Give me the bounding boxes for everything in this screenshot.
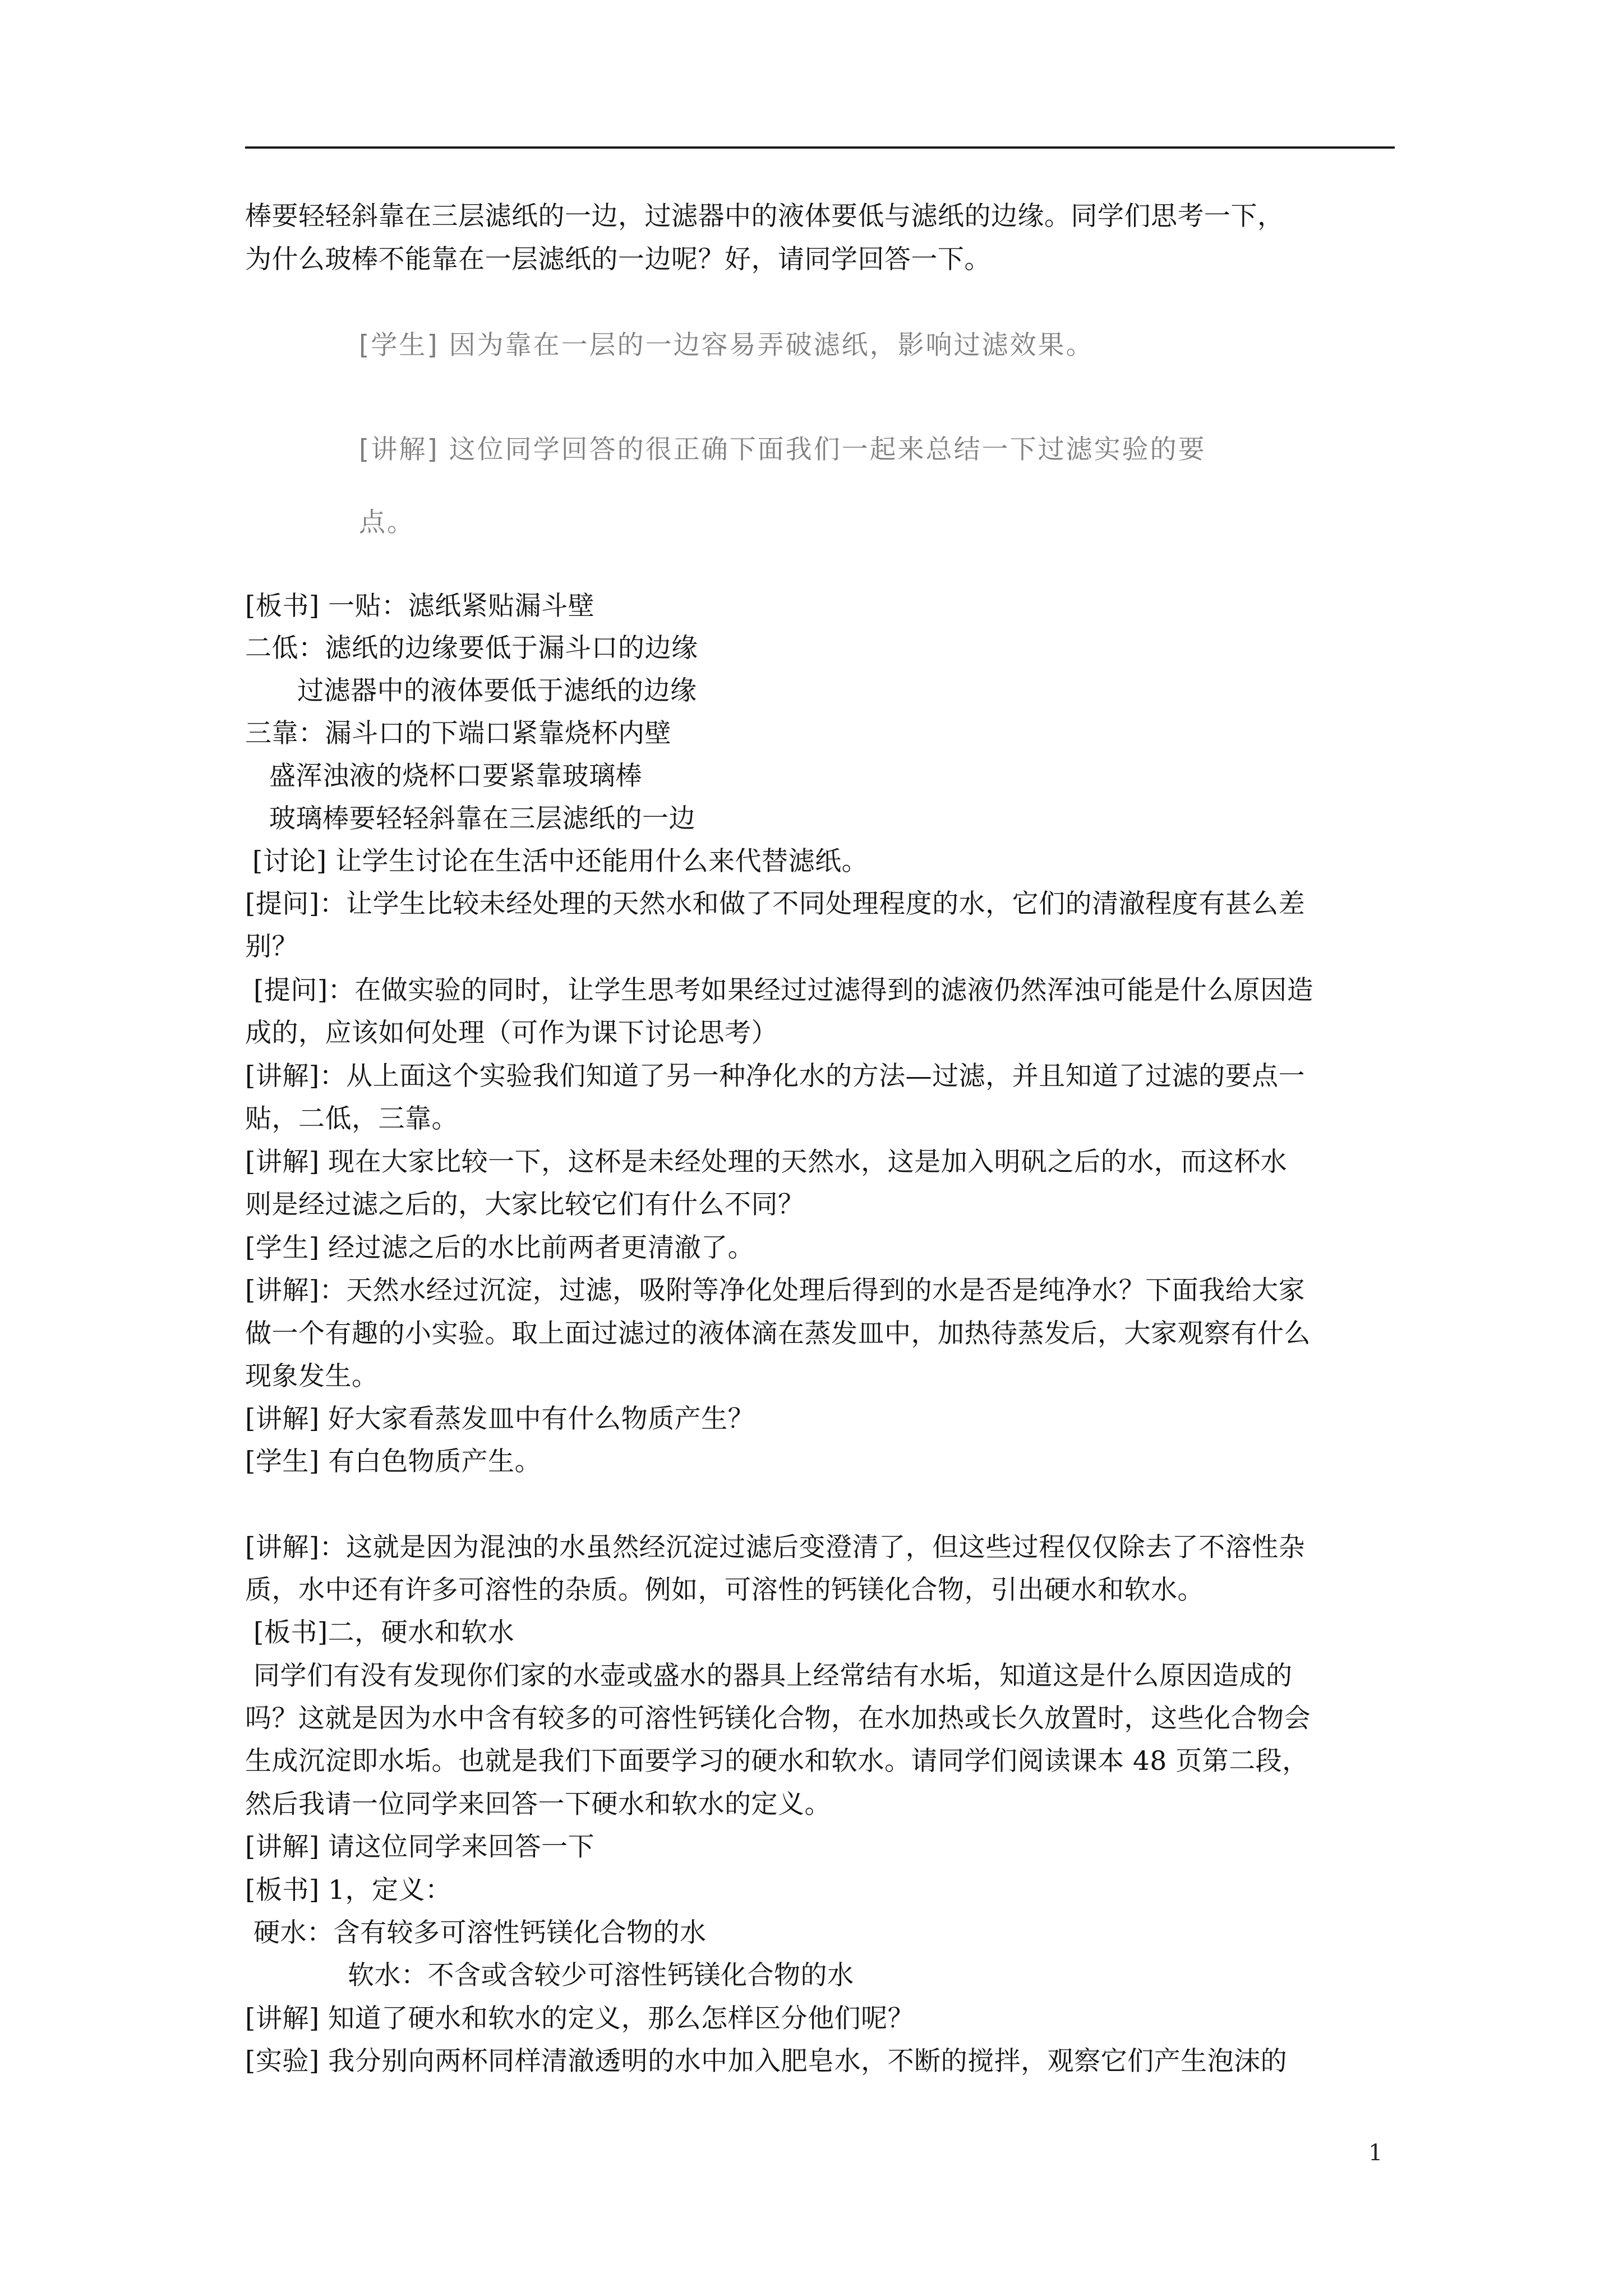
explain-4-line: [讲解] 好大家看蒸发皿中有什么物质产生？ [245,1404,755,1434]
scanned-explain-line-1: [讲解] 这位同学回答的很正确下面我们一起来总结一下过滤实验的要 [359,434,1206,465]
board-definition-heading: [板书] 1，定义： [245,1875,452,1906]
question-1-line-1: [提问]：让学生比较未经处理的天然水和做了不同处理程度的水，它们的清澈程度有甚么差 [245,889,1306,919]
explain-3-line-3: 现象发生。 [245,1361,379,1392]
definition-soft-water: 软水：不含或含较少可溶性钙镁化合物的水 [348,1960,854,1991]
intro-line-1: 棒要轻轻斜靠在三层滤纸的一边，过滤器中的液体要低与滤纸的边缘。同学们思考一下， [245,201,1284,232]
board-line-4: 三靠：漏斗口的下端口紧靠烧杯内壁 [245,718,671,749]
explain-3-line-2: 做一个有趣的小实验。取上面过滤过的液体滴在蒸发皿中，加热待蒸发后，大家观察有什么 [245,1318,1311,1349]
explain-5-line-2: 质，水中还有许多可溶性的杂质。例如，可溶性的钙镁化合物，引出硬水和软水。 [245,1575,1204,1605]
question-2-line-1: [提问]：在做实验的同时，让学生思考如果经过过滤得到的滤液仍然浑浊可能是什么原因造 [253,975,1314,1006]
paragraph-1-line-3: 生成沉淀即水垢。也就是我们下面要学习的硬水和软水。请同学们阅读课本 48 页第二段， [245,1746,1309,1777]
page-number: 1 [1368,2140,1383,2166]
explain-5-line-1: [讲解]：这就是因为混浊的水虽然经沉淀过滤后变澄清了，但这些过程仅仅除去了不溶性杂 [245,1532,1306,1563]
explain-1-line-2: 贴，二低，三靠。 [245,1103,458,1134]
board-line-3: 过滤器中的液体要低于滤纸的边缘 [297,675,697,706]
paragraph-1-line-2: 吗？这就是因为水中含有较多的可溶性钙镁化合物，在水加热或长久放置时，这些化合物会 [245,1703,1311,1734]
paragraph-1-line-4: 然后我请一位同学来回答一下硬水和软水的定义。 [245,1789,831,1820]
board-line-1: [板书] 一贴：滤纸紧贴漏斗壁 [245,591,595,622]
explain-2-line-2: 则是经过滤之后的，大家比较它们有什么不同？ [245,1189,805,1220]
scanned-student-answer: [学生] 因为靠在一层的一边容易弄破滤纸，影响过滤效果。 [359,330,1094,361]
board-line-5: 盛浑浊液的烧杯口要紧靠玻璃棒 [269,761,642,792]
explain-2-line-1: [讲解] 现在大家比较一下，这杯是未经处理的天然水，这是加入明矾之后的水，而这杯水 [245,1147,1288,1177]
question-1-line-2: 别？ [245,931,298,962]
experiment-line: [实验] 我分别向两杯同样清澈透明的水中加入肥皂水，不断的搅拌，观察它们产生泡沫的 [245,2046,1288,2077]
intro-line-2: 为什么玻棒不能靠在一层滤纸的一边呢？好，请同学回答一下。 [245,244,991,275]
explain-1-line-1: [讲解]：从上面这个实验我们知道了另一种净化水的方法—过滤，并且知道了过滤的要点一 [245,1061,1306,1092]
paragraph-1-line-1: 同学们有没有发现你们家的水壶或盛水的器具上经常结有水垢，知道这是什么原因造成的 [253,1660,1293,1691]
explain-6-line: [讲解] 请这位同学来回答一下 [245,1832,595,1862]
board-line-2: 二低：滤纸的边缘要低于漏斗口的边缘 [245,633,698,664]
header-rule [245,146,1395,149]
scanned-explain-line-2: 点。 [359,507,415,538]
explain-3-line-1: [讲解]：天然水经过沉淀，过滤，吸附等净化处理后得到的水是否是纯净水？下面我给大家 [245,1275,1306,1306]
discussion-line: [讨论] 让学生讨论在生活中还能用什么来代替滤纸。 [252,846,869,877]
student-line-1: [学生] 经过滤之后的水比前两者更清澈了。 [245,1232,755,1263]
board-line-6: 玻璃棒要轻轻斜靠在三层滤纸的一边 [269,803,695,834]
definition-hard-water: 硬水：含有较多可溶性钙镁化合物的水 [253,1917,707,1948]
question-2-line-2: 成的，应该如何处理（可作为课下讨论思考） [245,1018,778,1048]
board-heading-hard-soft: [板书]二，硬水和软水 [253,1617,515,1648]
explain-7-line: [讲解] 知道了硬水和软水的定义，那么怎样区分他们呢？ [245,2003,915,2034]
student-line-2: [学生] 有白色物质产生。 [245,1446,542,1477]
